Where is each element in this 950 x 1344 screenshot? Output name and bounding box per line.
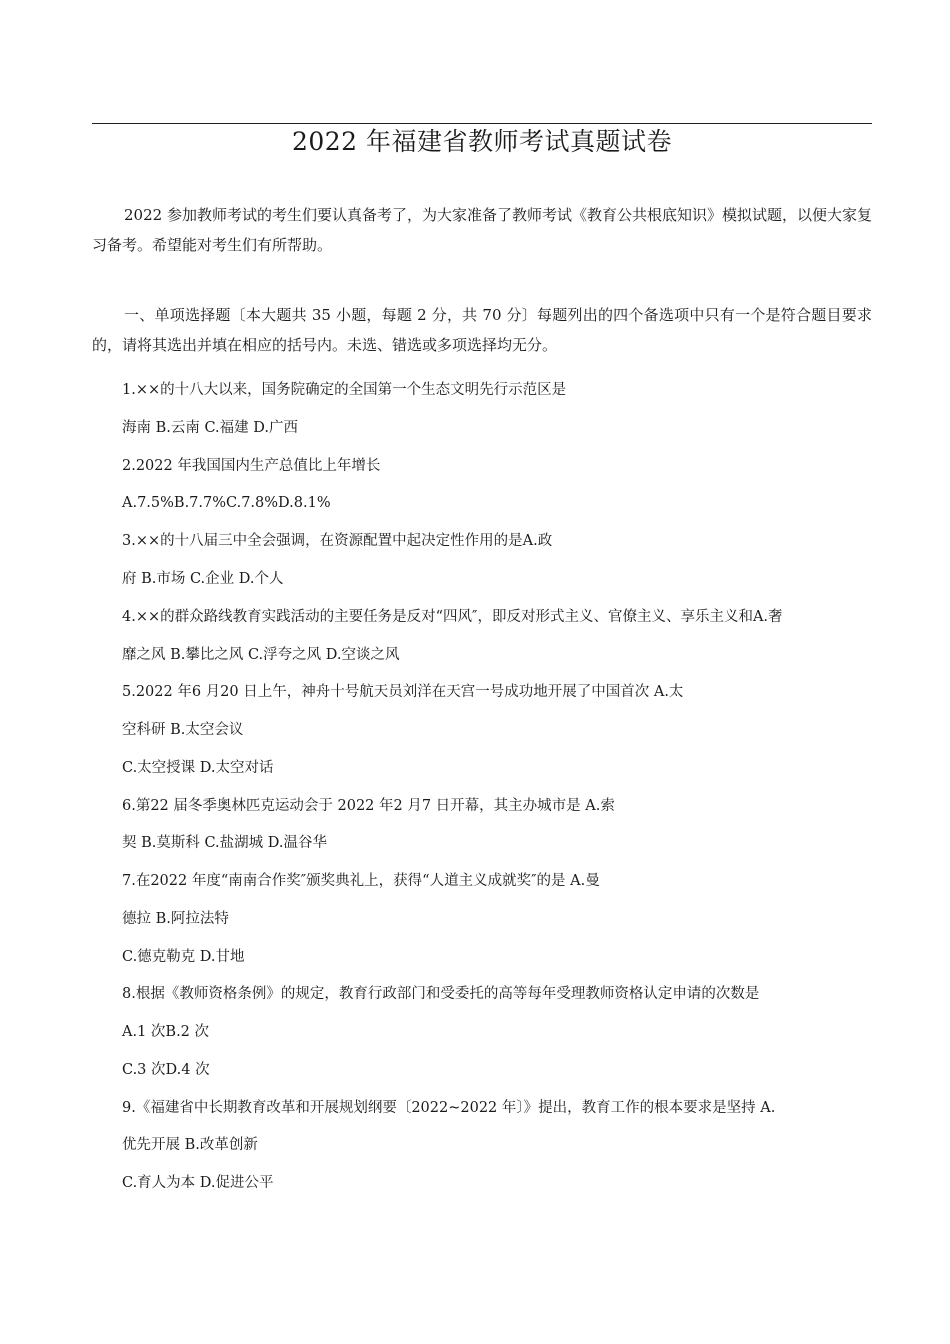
question-line: 6.第22 届冬季奥林匹克运动会于 2022 年2 月7 日开幕，其主办城市是 A.索 xyxy=(122,798,615,814)
page-title: 2022 年福建省教师考试真题试卷 xyxy=(291,127,673,156)
question-line: 8.根据《教师资格条例》的规定，教育行政部门和受委托的高等每年受理教师资格认定申请的次数是 xyxy=(122,986,760,1002)
answer-line: C.太空授课 D.太空对话 xyxy=(122,760,274,776)
answer-line: 优先开展 B.改革创新 xyxy=(122,1137,258,1153)
question-line: 7.在2022 年度“南南合作奖″颁奖典礼上，获得“人道主义成就奖″的是 A.曼 xyxy=(122,873,600,889)
answer-line: 空科研 B.太空会议 xyxy=(122,722,244,738)
answer-line: C.3 次D.4 次 xyxy=(122,1062,210,1078)
answer-line: 靡之风 B.攀比之风 C.浮夸之风 D.空谈之风 xyxy=(122,647,400,663)
question-line: 2.2022 年我国国内生产总值比上年增长 xyxy=(122,458,381,474)
intro-paragraph: 2022 参加教师考试的考生们要认真备考了，为大家准备了教师考试《教育公共根底知识》模拟试题，以便大家复习备考。希望能对考生们有所帮助。 xyxy=(92,206,872,254)
answer-line: A.7.5%B.7.7%C.7.8%D.8.1% xyxy=(122,495,331,511)
question-line: 4.××的群众路线教育实践活动的主要任务是反对“四风″，即反对形式主义、官僚主义、享乐主义和A.奢 xyxy=(122,609,783,625)
question-line: 5.2022 年6 月20 日上午，神舟十号航天员刘洋在天宫一号成功地开展了中国首次 A.太 xyxy=(122,684,684,700)
answer-line: 德拉 B.阿拉法特 xyxy=(122,911,229,927)
question-line: 3.××的十八届三中全会强调，在资源配置中起决定性作用的是A.政 xyxy=(122,533,553,549)
answer-line: 海南 B.云南 C.福建 D.广西 xyxy=(122,420,298,436)
answer-line: C.德克勒克 D.甘地 xyxy=(122,949,245,965)
question-line: 1.××的十八大以来，国务院确定的全国第一个生态文明先行示范区是 xyxy=(122,382,567,398)
answer-line: 契 B.莫斯科 C.盐湖城 D.温谷华 xyxy=(122,835,327,851)
answer-line: C.育人为本 D.促进公平 xyxy=(122,1175,274,1191)
section-heading: 一、单项选择题〔本大题共 35 小题，每题 2 分，共 70 分〕每题列出的四个备选项中只有一个是符合题目要求的，请将其选出并填在相应的括号内。未选、错选或多项选择均无分。 xyxy=(92,306,872,354)
answer-line: 府 B.市场 C.企业 D.个人 xyxy=(122,571,284,587)
answer-line: A.1 次B.2 次 xyxy=(122,1024,210,1040)
question-line: 9.《福建省中长期教育改革和开展规划纲要〔2022~2022 年〕》提出，教育工作的根本要求是坚持 A. xyxy=(122,1100,776,1116)
